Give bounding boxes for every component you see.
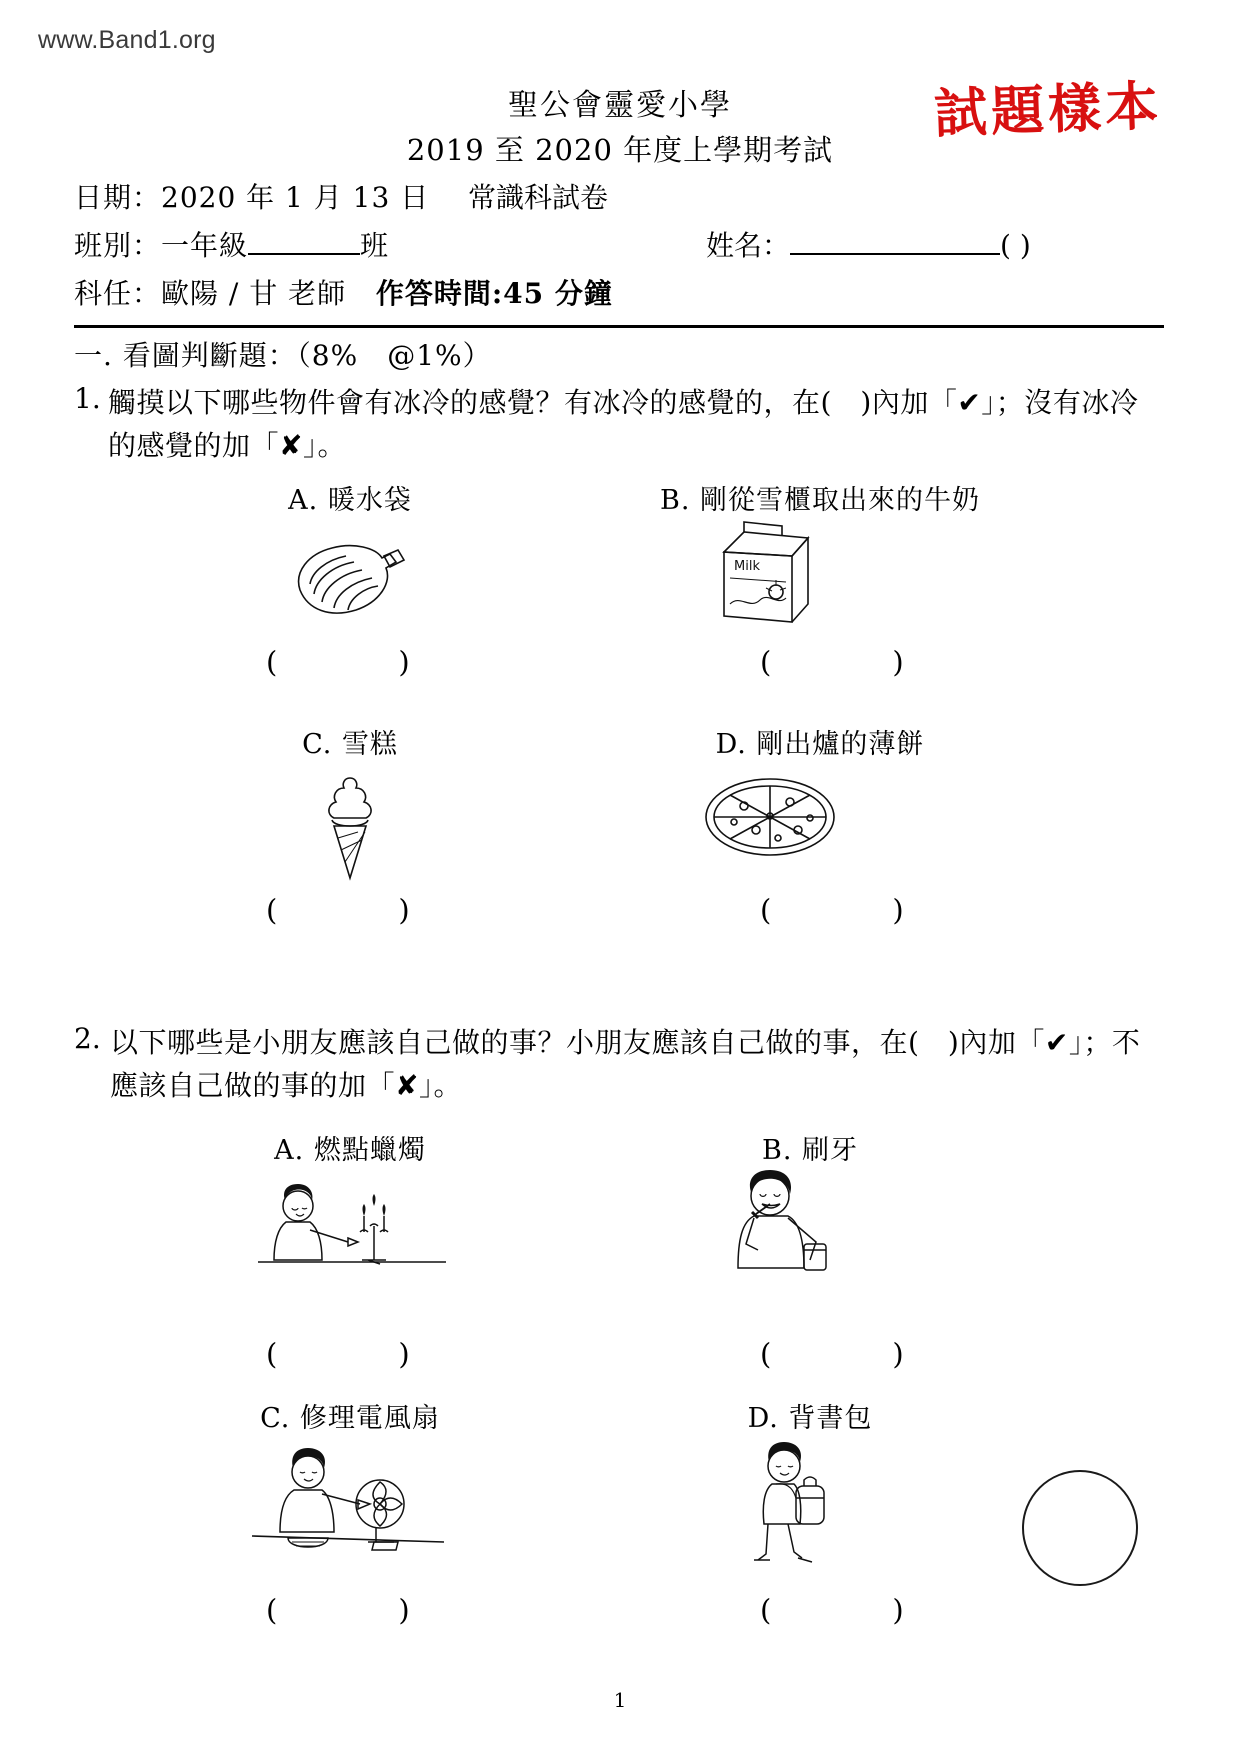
name-field bbox=[706, 224, 1031, 264]
teacher-label: 科任：歐陽 / 甘 老師 bbox=[74, 277, 347, 310]
child-with-backpack-icon bbox=[740, 1442, 850, 1572]
question-2-number: 2. bbox=[74, 1022, 101, 1055]
q2-option-b-answer[interactable]: ( ) bbox=[760, 1337, 905, 1371]
name-blank[interactable] bbox=[790, 227, 1000, 255]
q1-option-d-answer[interactable]: ( ) bbox=[760, 893, 905, 927]
class-field bbox=[74, 224, 389, 264]
class-blank[interactable] bbox=[248, 227, 360, 255]
exam-subject: 常識科試卷 bbox=[468, 181, 609, 214]
pizza-icon bbox=[700, 772, 840, 862]
time-limit: 作答時間:45 分鐘 bbox=[375, 277, 613, 310]
site-watermark: www.Band1.org bbox=[38, 26, 216, 54]
q2-option-b-label: B. 刷牙 bbox=[761, 1135, 858, 1166]
sample-paper-stamp: 試題樣本 bbox=[933, 75, 1164, 145]
hand-drawn-circle-mark bbox=[1022, 1470, 1138, 1586]
exam-name: 2019 至 2020 年度上學期考試 bbox=[406, 133, 834, 167]
section-heading: 一. 看圖判斷題：（8% @1%） bbox=[74, 339, 492, 372]
teacher-field bbox=[74, 272, 613, 312]
child-repairing-fan-icon bbox=[248, 1446, 448, 1566]
q1-option-a-label: A. 暖水袋 bbox=[288, 485, 412, 516]
page-number: 1 bbox=[613, 1688, 627, 1712]
question-1-number: 1. bbox=[74, 382, 101, 415]
q2-option-c-answer[interactable]: ( ) bbox=[266, 1593, 411, 1627]
q1-option-c-answer[interactable]: ( ) bbox=[266, 893, 411, 927]
q1-option-d-label: D. 剛出爐的薄餅 bbox=[715, 729, 925, 760]
name-label: 姓名： bbox=[706, 229, 791, 262]
q1-option-c-label: C. 雪糕 bbox=[302, 729, 398, 760]
q1-option-a-answer[interactable]: ( ) bbox=[266, 645, 411, 679]
child-brushing-teeth-icon bbox=[712, 1168, 842, 1288]
q2-option-c-label: C. 修理電風扇 bbox=[260, 1403, 440, 1434]
ice-cream-cone-icon bbox=[300, 770, 400, 890]
school-name: 聖公會靈愛小學 bbox=[508, 88, 732, 123]
q2-option-d-answer[interactable]: ( ) bbox=[760, 1593, 905, 1627]
svg-text:Milk: Milk bbox=[734, 559, 760, 574]
exam-date: 日期：2020 年 1 月 13 日 bbox=[74, 181, 430, 214]
class-suffix: 班 bbox=[360, 229, 390, 262]
question-1-text: 觸摸以下哪些物件會有冰冷的感覺？有冰冷的感覺的，在( )內加「✔」；沒有冰冷的感覺的加「✘」。 bbox=[108, 386, 1139, 462]
q1-option-b-label: B. 剛從雪櫃取出來的牛奶 bbox=[659, 485, 980, 516]
q2-option-a-answer[interactable]: ( ) bbox=[266, 1337, 411, 1371]
name-suffix: ( ) bbox=[1000, 229, 1031, 262]
header-divider bbox=[74, 325, 1164, 328]
hot-water-bottle-icon bbox=[280, 528, 410, 628]
q2-option-d-label: D. 背書包 bbox=[747, 1403, 873, 1434]
child-lighting-candle-icon bbox=[252, 1180, 452, 1290]
q1-option-b-answer[interactable]: ( ) bbox=[760, 645, 905, 679]
class-label: 班別：一年級 bbox=[74, 229, 249, 262]
q2-option-a-label: A. 燃點蠟燭 bbox=[274, 1135, 426, 1166]
question-2-text: 以下哪些是小朋友應該自己做的事？小朋友應該自己做的事，在( )內加「✔」；不應該自己做的事的加「✘」。 bbox=[110, 1026, 1141, 1102]
milk-carton-icon bbox=[700, 518, 820, 630]
